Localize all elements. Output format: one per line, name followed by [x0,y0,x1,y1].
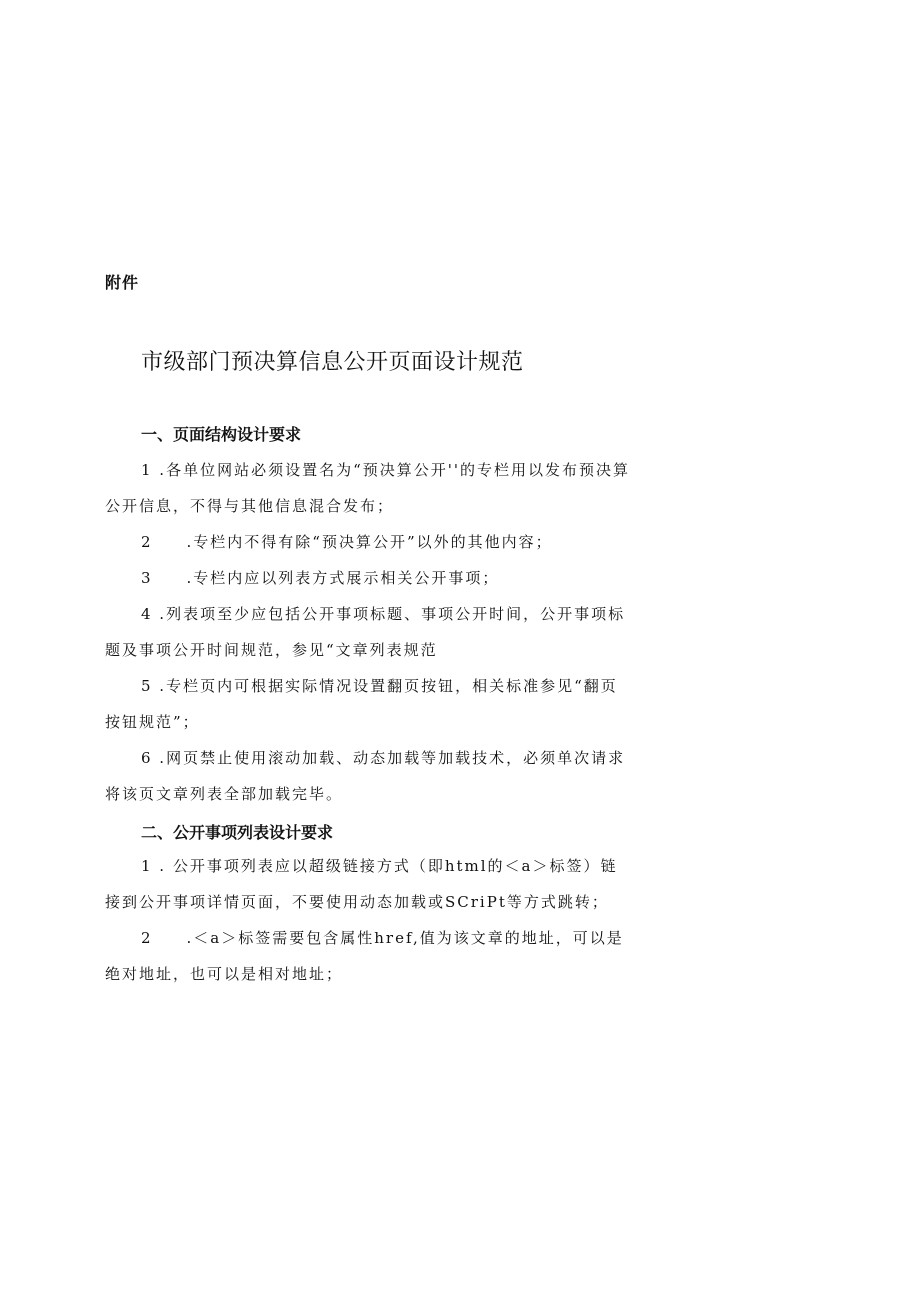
section-1-heading: 一、页面结构设计要求 [141,425,302,444]
section-1-item-5: 5 .专栏页内可根据实际情况设置翻页按钮，相关标准参见“翻页按钮规范”； [105,677,618,731]
section-2-item-2: 2 .＜a＞标签需要包含属性href,值为该文章的地址，可以是绝对地址，也可以是相对地址； [105,929,624,983]
section-2-heading: 二、公开事项列表设计要求 [141,823,334,842]
section-1-item-1: 1 .各单位网站必须设置名为“预决算公开''的专栏用以发布预决算公开信息，不得与其他信息混合发布； [105,461,630,515]
section-1-item-4: 4 .列表项至少应包括公开事项标题、事项公开时间，公开事项标题及事项公开时间规范，参见“文章列表规范 [105,605,626,659]
section-1-item-6: 6 .网页禁止使用滚动加载、动态加载等加载技术，必须单次请求将该页文章列表全部加载完毕。 [105,749,626,803]
document-title: 市级部门预决算信息公开页面设计规范 [141,350,524,375]
section-1-item-3: 3 .专栏内应以列表方式展示相关公开事项； [141,569,500,587]
section-2-item-1: 1 . 公开事项列表应以超级链接方式（即html的＜a＞标签）链接到公开事项详情页面，不要使用动态加载或SCriPt等方式跳转； [105,857,618,911]
section-1-item-2: 2 .专栏内不得有除“预决算公开”以外的其他内容； [141,533,553,551]
attachment-label: 附件 [105,273,140,292]
